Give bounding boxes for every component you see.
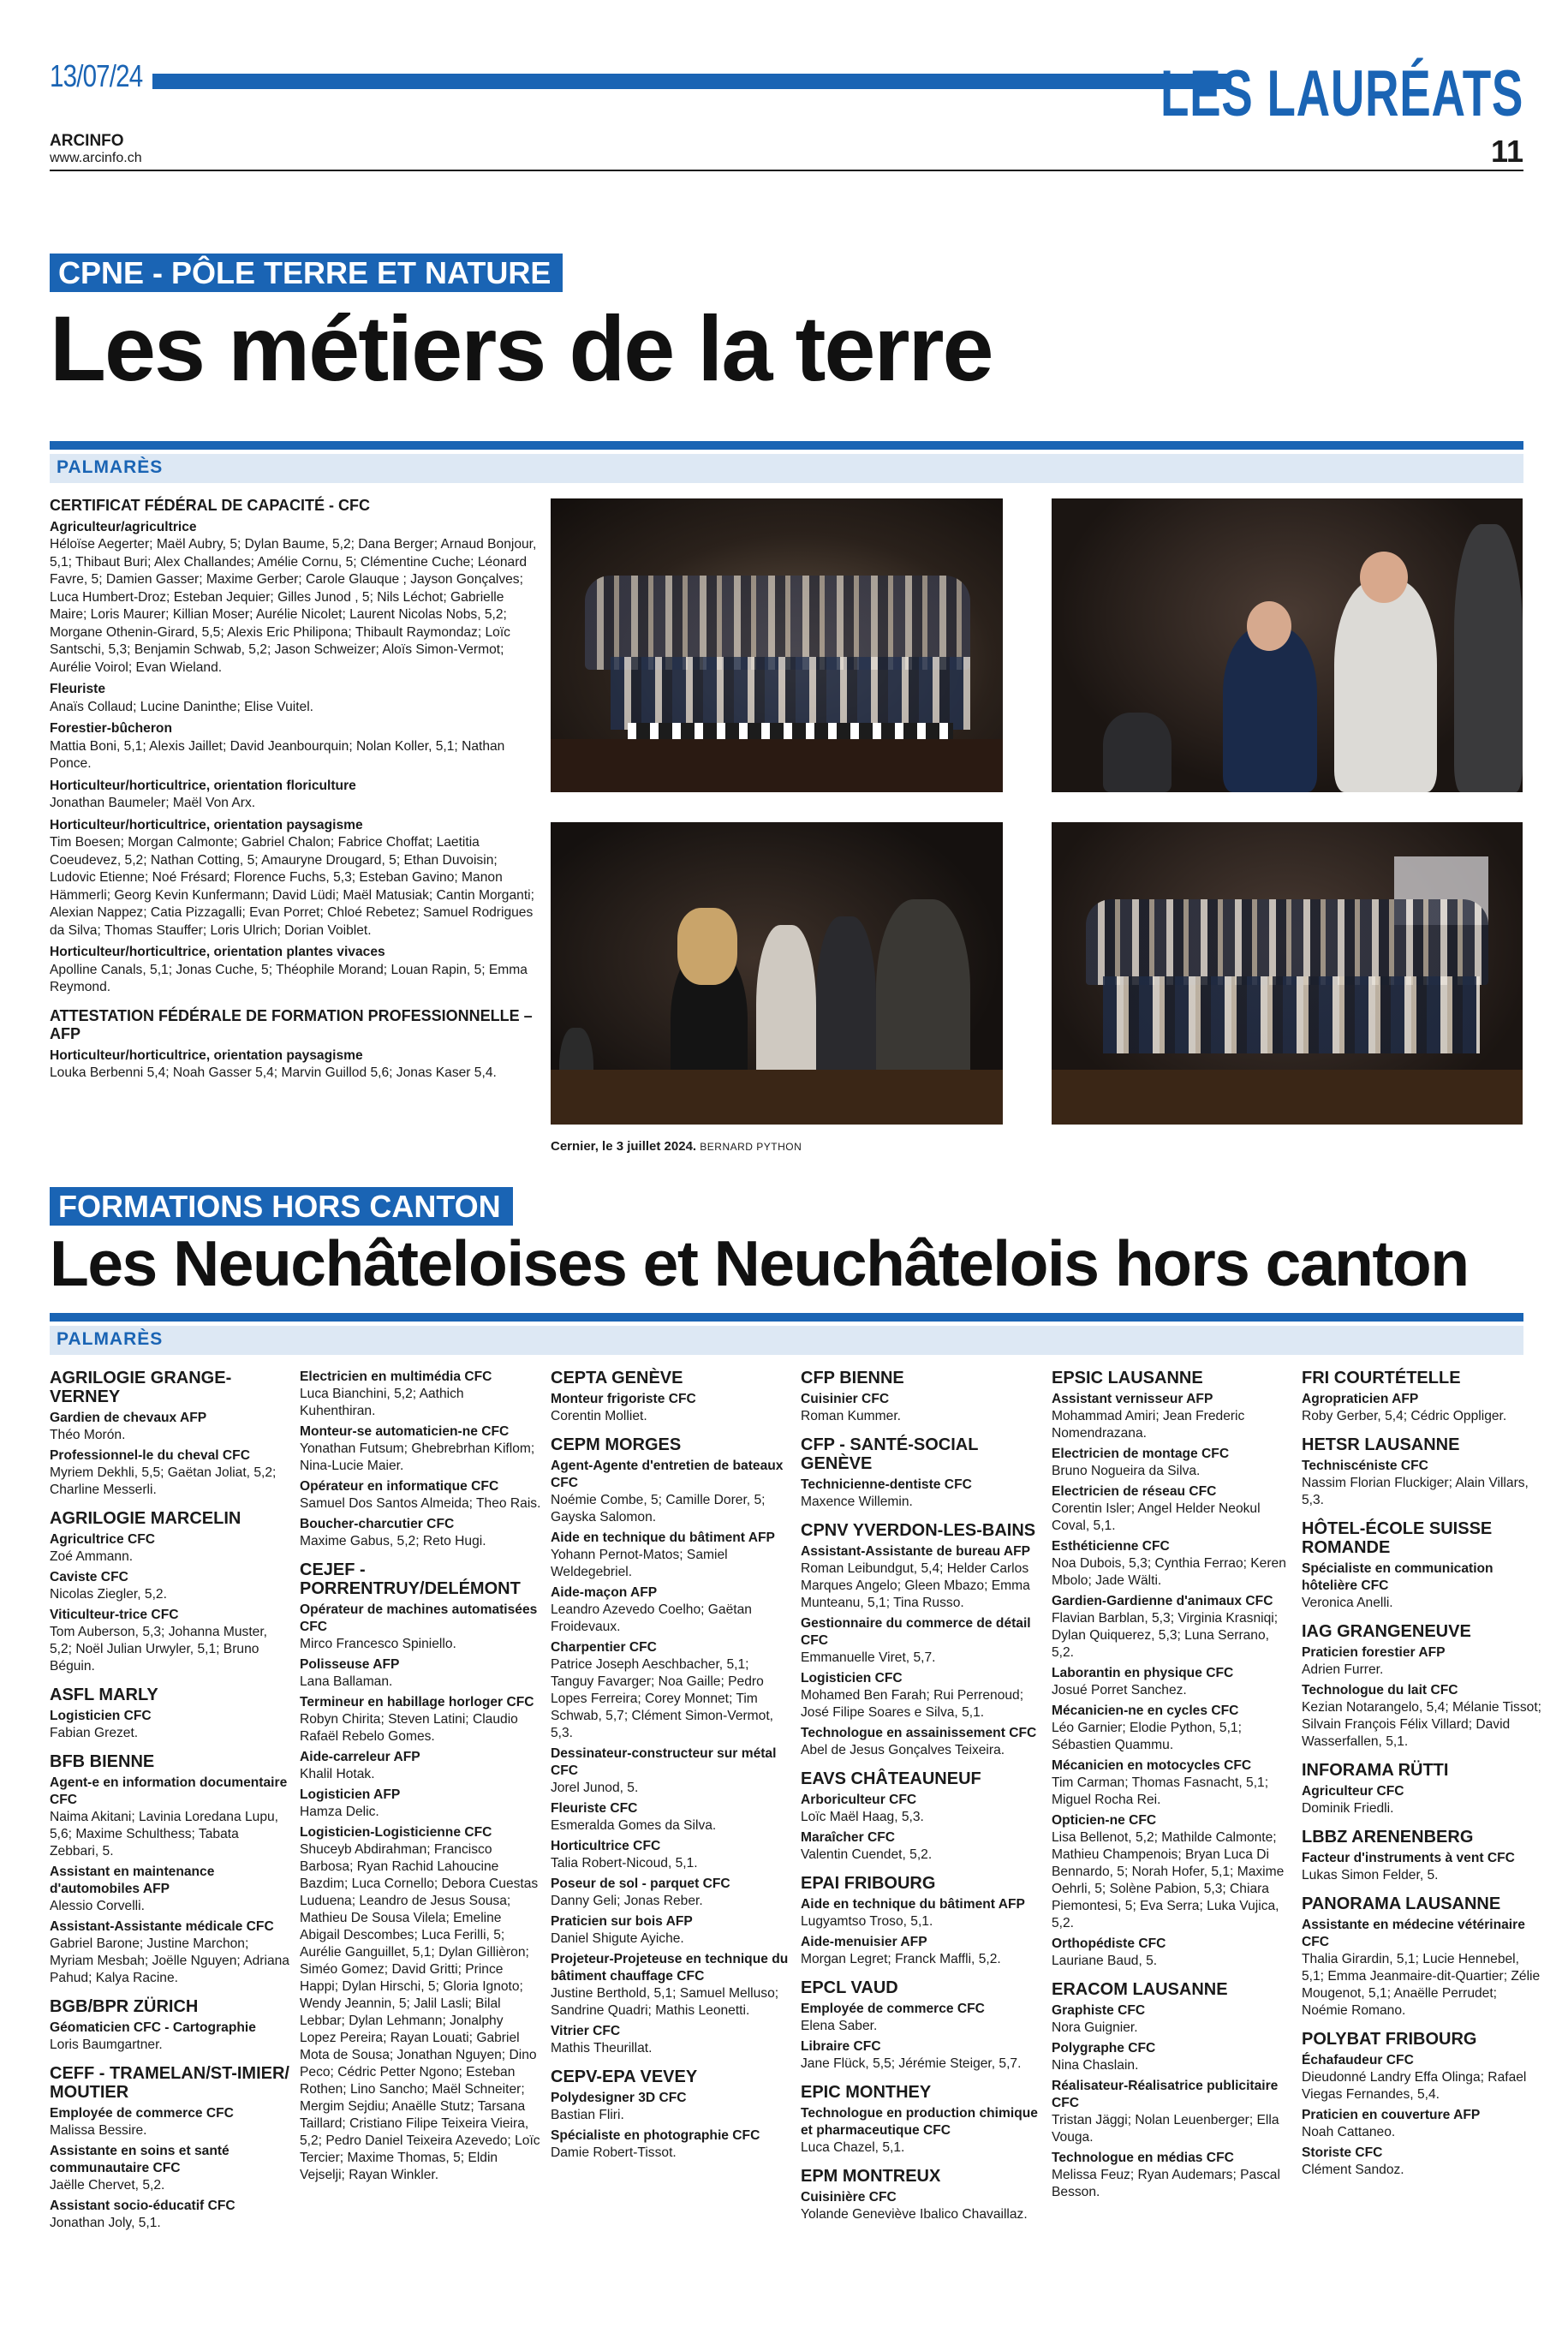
names-list: Fabian Grezet.	[50, 1726, 139, 1740]
school-name: IAG GRANGENEUVE	[1302, 1622, 1471, 1641]
role-label: Viticulteur-trice CFC	[50, 1608, 179, 1622]
school-name: CEPV-EPA VEVEY	[551, 2067, 698, 2086]
article1-list	[50, 497, 538, 1083]
names-list: Héloïse Aegerter; Maël Aubry, 5; Dylan Baume, 5,2; Dana Berger; Arnaud Bonjour, 5,1; Thibaut Buri; Alex Challandes; Amélie Cornu, 5; Clémentine Cuche; Léonard Favre, 5; Damien Gasser; Maxime Gerber; Carole Glauque ; Jayson Gonçalves; Luca Humbert-Droz; Esteban Jequier; Gilles Junod , 5; Nils Léchot; Gabrielle Maire; Loris Maurer; Killian Moser; Aurélie Nicolet; Laurent Nicolas Nobs, 5,2; Morgane Othenin-Girard, 5,5; Alexis Eric Philipona; Thibault Raymondaz; Loïc Santschi, 5,3; Benjamin Schwab, 5,2; Jason Schweizer; Aloïs Simon-Vermot; Aurélie Voirol; Evan Wieland.	[50, 537, 537, 675]
names-list: Kezian Notarangelo, 5,4; Mélanie Tissot; Silvain François Félix Villard; David Wasserfallen, 5,1.	[1302, 1700, 1541, 1749]
role-label: Technicienne-dentiste CFC	[801, 1477, 972, 1492]
names-list: Leandro Azevedo Coelho; Gaëtan Froidevaux.	[551, 1602, 752, 1634]
names-list: Lana Ballaman.	[300, 1674, 393, 1689]
school-name: EPIC MONTHEY	[801, 2083, 932, 2102]
role-label: Aide en technique du bâtiment AFP	[801, 1897, 1025, 1912]
role-label: Technologue en production chimique et pharmaceutique CFC	[801, 2106, 1038, 2138]
role-label: Orthopédiste CFC	[1052, 1936, 1166, 1951]
school-name: BFB BIENNE	[50, 1752, 155, 1771]
photo-award-presentation	[551, 822, 1003, 1125]
role-label: Logisticien CFC	[50, 1709, 152, 1723]
names-list: Nassim Florian Fluckiger; Alain Villars, 5,3.	[1302, 1476, 1529, 1507]
role-label: Fleuriste CFC	[551, 1801, 638, 1816]
role-label: Gestionnaire du commerce de détail CFC	[801, 1616, 1031, 1648]
names-list: Loïc Maël Haag, 5,3.	[801, 1810, 924, 1824]
role-label: Forestier-bûcheron	[50, 721, 172, 736]
role-label: Employée de commerce CFC	[50, 2106, 234, 2121]
role-label: Storiste CFC	[1302, 2145, 1383, 2160]
role-label: Assistant socio-éducatif CFC	[50, 2199, 235, 2213]
school-name: AGRILOGIE MARCELIN	[50, 1509, 241, 1528]
role-label: Logisticien-Logisticienne CFC	[300, 1825, 492, 1840]
role-label: Agropraticien AFP	[1302, 1392, 1419, 1406]
names-list: Talia Robert-Nicoud, 5,1.	[551, 1856, 698, 1871]
brand-name: ARCINFO	[50, 132, 124, 150]
school-name: EPSIC LAUSANNE	[1052, 1369, 1203, 1387]
photo-diploma-handshake	[1052, 498, 1523, 792]
role-label: Boucher-charcutier CFC	[300, 1517, 455, 1531]
names-list: Bastian Fliri.	[551, 2108, 624, 2122]
names-list: Veronica Anelli.	[1302, 1596, 1393, 1610]
names-list: Léo Garnier; Elodie Python, 5,1; Sébastien Quammu.	[1052, 1721, 1242, 1752]
names-list: Zoé Ammann.	[50, 1549, 134, 1564]
names-list: Dieudonné Landry Effa Olinga; Rafael Viegas Fernandes, 5,4.	[1302, 2070, 1527, 2102]
school-name: ASFL MARLY	[50, 1686, 158, 1704]
names-list: Daniel Shigute Ayiche.	[551, 1931, 684, 1946]
column-6	[1302, 1369, 1543, 2179]
names-list: Gabriel Barone; Justine Marchon; Myriam Mesbah; Joëlle Nguyen; Adriana Pahud; Kalya Racine.	[50, 1936, 289, 1985]
section-title: LES LAURÉATS	[1160, 57, 1523, 130]
school-name: HÔTEL-ÉCOLE SUISSE ROMANDE	[1302, 1519, 1493, 1557]
school-name: ERACOM LAUSANNE	[1052, 1980, 1228, 1999]
names-list: Samuel Dos Santos Almeida; Theo Rais.	[300, 1496, 541, 1511]
school-name: EPAI FRIBOURG	[801, 1874, 936, 1893]
school-name: CEPM MORGES	[551, 1435, 682, 1454]
names-list: Tristan Jäggi; Nolan Leuenberger; Ella Vouga.	[1052, 2113, 1279, 2145]
names-list: Corentin Isler; Angel Helder Neokul Coval, 5,1.	[1052, 1501, 1261, 1533]
page-number: 11	[1490, 134, 1523, 169]
photo-group-portrait	[1052, 822, 1523, 1125]
names-list: Flavian Barblan, 5,3; Virginia Krasniqi; Dylan Quiquerez, 5,3; Luna Serrano, 5,2.	[1052, 1611, 1279, 1660]
names-list: Mohammad Amiri; Jean Frederic Nomendrazana.	[1052, 1409, 1245, 1441]
role-label: Poseur de sol - parquet CFC	[551, 1877, 730, 1891]
column-1	[50, 1369, 291, 2232]
role-label: Caviste CFC	[50, 1570, 128, 1584]
names-list: Louka Berbenni 5,4; Noah Gasser 5,4; Marvin Guillod 5,6; Jonas Kaser 5,4.	[50, 1065, 497, 1080]
names-list: Lisa Bellenot, 5,2; Mathilde Calmonte; Mathieu Champenois; Bryan Luca Di Bennardo, 5; Norah Hofer, 5,1; Maxime Oehrli, 5; Solène Pabion, 5,3; Chiara Piemontesi, 5; Eva Serra; Luka Vujica, 5,2.	[1052, 1830, 1285, 1930]
role-label: Mécanicien-ne en cycles CFC	[1052, 1703, 1239, 1718]
school-name: CPNV YVERDON-LES-BAINS	[801, 1521, 1036, 1540]
role-label: Monteur frigoriste CFC	[551, 1392, 696, 1406]
masthead-bar	[152, 74, 1231, 89]
role-label: Monteur-se automaticien-ne CFC	[300, 1424, 510, 1439]
names-list: Hamza Delic.	[300, 1805, 379, 1819]
names-list: Esmeralda Gomes da Silva.	[551, 1818, 717, 1833]
role-label: Mécanicien en motocycles CFC	[1052, 1758, 1252, 1773]
role-label: Logisticien CFC	[801, 1671, 903, 1686]
names-list: Tom Auberson, 5,3; Johanna Muster, 5,2; Noël Julian Urwyler, 5,1; Bruno Béguin.	[50, 1625, 267, 1674]
names-list: Maxence Willemin.	[801, 1495, 913, 1509]
names-list: Anaïs Collaud; Lucine Daninthe; Elise Vuitel.	[50, 699, 314, 714]
role-label: Fleuriste	[50, 682, 105, 696]
school-name: CFP - SANTÉ-SOCIAL GENÈVE	[801, 1435, 979, 1473]
role-label: Arboriculteur CFC	[801, 1793, 917, 1807]
role-label: Aide-maçon AFP	[551, 1585, 658, 1600]
role-label: Agriculteur CFC	[1302, 1784, 1404, 1799]
column-4	[801, 1369, 1042, 2223]
role-label: Horticulteur/horticultrice, orientation floriculture	[50, 778, 356, 793]
role-label: Praticien en couverture AFP	[1302, 2108, 1481, 2122]
role-label: Electricien en multimédia CFC	[300, 1369, 492, 1384]
role-label: Polygraphe CFC	[1052, 2041, 1156, 2056]
school-name: EPCL VAUD	[801, 1978, 898, 1997]
role-label: Gardien-Gardienne d'animaux CFC	[1052, 1594, 1273, 1608]
role-label: Facteur d'instruments à vent CFC	[1302, 1851, 1515, 1865]
names-list: Noémie Combe, 5; Camille Dorer, 5; Gayska Salomon.	[551, 1493, 766, 1524]
names-list: Morgan Legret; Franck Maffli, 5,2.	[801, 1952, 1001, 1966]
names-list: Tim Carman; Thomas Fasnacht, 5,1; Miguel Rocha Rei.	[1052, 1775, 1269, 1807]
names-list: Shuceyb Abdirahman; Francisco Barbosa; Ryan Rachid Lahoucine Bazdim; Luca Cornello; Debora Cuestas Luduena; Leandro de Jesus Sousa; Mathieu De Sousa Vilela; Emeline Abigail Descombes; Luca Ferilli, 5; Aurélie Ganguillet, 5,1; Dylan Gillièron; Siméo Gomez; David Gritti; Prince Happi; Dylan Hirschi, 5; Gloria Ignoto; Wendy Jeannin, 5; Jalil Lasli; Bilal Lebbar; Dylan Lehmann; Jonalphy Lopez Pereira; Rayan Louati; Gabriel Mota de Sousa; Jonathan Nguyen; Dino Peco; Cédric Petter Ngono; Esteban Rothen; Lino Sancho; Maël Schneiter; Mergim Sejdiu; Anaëlle Stutz; Tarsana Taillard; Cristiano Filipe Teixeira Vieira, 5,2; Pedro Daniel Teixeira Azevedo; Loïc Tercier; Maxime Thomas, 5; Eldin Vejselji; Rayan Winkler.	[300, 1842, 540, 2182]
names-list: Nina Chaslain.	[1052, 2058, 1139, 2073]
role-label: Technologue en médias CFC	[1052, 2151, 1234, 2165]
afp-title: ATTESTATION FÉDÉRALE DE FORMATION PROFESSIONNELLE – AFP	[50, 1006, 533, 1042]
issue-date: 13/07/24	[50, 58, 143, 93]
role-label: Termineur en habillage horloger CFC	[300, 1695, 534, 1709]
role-label: Agent-e en information documentaire CFC	[50, 1775, 288, 1807]
role-label: Praticien forestier AFP	[1302, 1645, 1446, 1660]
school-name: CEPTA GENÈVE	[551, 1369, 683, 1387]
names-list: Adrien Furrer.	[1302, 1662, 1384, 1677]
role-label: Horticultrice CFC	[551, 1839, 661, 1853]
role-label: Aide en technique du bâtiment AFP	[551, 1530, 775, 1545]
names-list: Roman Kummer.	[801, 1409, 901, 1423]
role-label: Vitrier CFC	[551, 2024, 621, 2038]
role-label: Projeteur-Projeteuse en technique du bâtiment chauffage CFC	[551, 1952, 789, 1984]
role-label: Agriculteur/agricultrice	[50, 519, 197, 534]
role-label: Polisseuse AFP	[300, 1657, 400, 1672]
school-name: INFORAMA RÜTTI	[1302, 1761, 1449, 1780]
school-name: HETSR LAUSANNE	[1302, 1435, 1460, 1454]
names-list: Dominik Friedli.	[1302, 1801, 1394, 1816]
school-name: LBBZ ARENENBERG	[1302, 1828, 1474, 1847]
names-list: Jonathan Joly, 5,1.	[50, 2216, 161, 2230]
role-label: Assistant en maintenance d'automobiles AFP	[50, 1865, 215, 1896]
school-name: BGB/BPR ZÜRICH	[50, 1997, 199, 2016]
role-label: Assistant-Assistante médicale CFC	[50, 1919, 274, 1934]
school-name: EPM MONTREUX	[801, 2167, 941, 2186]
role-label: Technologue en assainissement CFC	[801, 1726, 1037, 1740]
names-list: Melissa Feuz; Ryan Audemars; Pascal Besson.	[1052, 2168, 1280, 2199]
role-label: Assistant vernisseur AFP	[1052, 1392, 1213, 1406]
photo-caption	[551, 1139, 802, 1154]
article1-palmares-label: PALMARÈS	[50, 454, 1523, 483]
names-list: Alessio Corvelli.	[50, 1899, 145, 1913]
school-name: PANORAMA LAUSANNE	[1302, 1894, 1501, 1913]
names-list: Josué Porret Sanchez.	[1052, 1683, 1187, 1698]
school-name: AGRILOGIE GRANGE-VERNEY	[50, 1369, 232, 1406]
names-list: Abel de Jesus Gonçalves Teixeira.	[801, 1743, 1005, 1757]
role-label: Laborantin en physique CFC	[1052, 1666, 1234, 1680]
names-list: Apolline Canals, 5,1; Jonas Cuche, 5; Théophile Morand; Louan Rapin, 5; Emma Reymond.	[50, 962, 528, 994]
role-label: Agent-Agente d'entretien de bateaux CFC	[551, 1459, 784, 1490]
role-label: Dessinateur-constructeur sur métal CFC	[551, 1746, 777, 1778]
role-label: Esthéticienne CFC	[1052, 1539, 1170, 1554]
school-name: FRI COURTÉTELLE	[1302, 1369, 1461, 1387]
names-list: Clément Sandoz.	[1302, 2163, 1404, 2177]
names-list: Jonathan Baumeler; Maël Von Arx.	[50, 796, 256, 810]
role-label: Employée de commerce CFC	[801, 2002, 985, 2016]
role-label: Spécialiste en communication hôtelière CFC	[1302, 1561, 1493, 1593]
names-list: Jaëlle Chervet, 5,2.	[50, 2178, 165, 2193]
names-list: Corentin Molliet.	[551, 1409, 647, 1423]
school-name: CFP BIENNE	[801, 1369, 904, 1387]
names-list: Nicolas Ziegler, 5,2.	[50, 1587, 167, 1602]
names-list: Mattia Boni, 5,1; Alexis Jaillet; David Jeanbourquin; Nolan Koller, 5,1; Nathan Ponce.	[50, 738, 505, 771]
names-list: Damie Robert-Tissot.	[551, 2145, 677, 2160]
role-label: Libraire CFC	[801, 2039, 881, 2054]
photo-credit: BERNARD PYTHON	[700, 1141, 802, 1153]
role-label: Spécialiste en photographie CFC	[551, 2128, 760, 2143]
role-label: Opérateur de machines automatisées CFC	[300, 1602, 538, 1634]
role-label: Polydesigner 3D CFC	[551, 2091, 687, 2105]
names-list: Elena Saber.	[801, 2019, 878, 2033]
column-5	[1052, 1369, 1293, 2201]
role-label: Assistante en soins et santé communautaire CFC	[50, 2144, 230, 2175]
role-label: Techniscéniste CFC	[1302, 1459, 1428, 1473]
role-label: Opticien-ne CFC	[1052, 1813, 1157, 1828]
names-list: Roman Leibundgut, 5,4; Helder Carlos Marques Angelo; Gleen Mbazo; Emma Munteanu, 5,1; Tina Russo.	[801, 1561, 1030, 1610]
names-list: Mohamed Ben Farah; Rui Perrenoud; José Filipe Soares e Silva, 5,1.	[801, 1688, 1024, 1720]
names-list: Mathis Theurillat.	[551, 2041, 653, 2056]
role-label: Horticulteur/horticultrice, orientation plantes vivaces	[50, 945, 385, 959]
names-list: Yonathan Futsum; Ghebrebrhan Kiflom; Nina-Lucie Maier.	[300, 1441, 535, 1473]
article1-headline: Les métiers de la terre	[50, 296, 993, 400]
column-2	[300, 1369, 541, 2184]
school-name: POLYBAT FRIBOURG	[1302, 2030, 1477, 2049]
cfc-title: CERTIFICAT FÉDÉRAL DE CAPACITÉ - CFC	[50, 497, 370, 514]
masthead-rule	[50, 170, 1523, 171]
names-list: Valentin Cuendet, 5,2.	[801, 1847, 933, 1862]
names-list: Lugyamtso Troso, 5,1.	[801, 1914, 933, 1929]
names-list: Khalil Hotak.	[300, 1767, 375, 1781]
names-list: Yolande Geneviève Ibalico Chavaillaz.	[801, 2207, 1028, 2222]
role-label: Aide-carreleur AFP	[300, 1750, 420, 1764]
names-list: Luca Chazel, 5,1.	[801, 2140, 905, 2155]
names-list: Justine Berthold, 5,1; Samuel Melluso; Sandrine Quadri; Mathis Leonetti.	[551, 1986, 779, 2018]
role-label: Réalisateur-Réalisatrice publicitaire CFC	[1052, 2079, 1279, 2110]
names-list: Lauriane Baud, 5.	[1052, 1954, 1158, 1968]
role-label: Gardien de chevaux AFP	[50, 1411, 207, 1425]
role-label: Horticulteur/horticultrice, orientation paysagisme	[50, 817, 363, 832]
school-name: CEJEF - PORRENTRUY/DELÉMONT	[300, 1560, 521, 1598]
names-list: Thalia Girardin, 5,1; Lucie Hennebel, 5,1; Emma Jeanmaire-dit-Quartier; Zélie Mougenot, 5,1; Anaëlle Perrudet; Noémie Romano.	[1302, 1952, 1541, 2018]
names-list: Jane Flück, 5,5; Jérémie Steiger, 5,7.	[801, 2056, 1022, 2071]
role-label: Charpentier CFC	[551, 1640, 657, 1655]
names-list: Jorel Junod, 5.	[551, 1781, 639, 1795]
article2-palmares-label: PALMARÈS	[50, 1326, 1523, 1355]
names-list: Tim Boesen; Morgan Calmonte; Gabriel Chalon; Fabrice Choffat; Laetitia Coeudevez, 5,2; Nathan Cotting, 5; Amauryne Drougard, 5; Ethan Duvoisin; Ludovic Etienne; Noé Frésard; Florence Fuchs, 5,3; Esteban Gavino; Manon Hämmerli; Georg Kevin Kunfermann; David Lüdi; Maël Matusiak; Cantin Morganti; Alexian Nappez; Catia Pizzagalli; Evan Porret; Chloé Rebetez; Samuel Rodrigues da Silva; Thomas Stauffer; Loris Ulrich; Dorian Voiblet.	[50, 835, 534, 938]
article2-headline: Les Neuchâteloises et Neuchâtelois hors canton	[50, 1227, 1469, 1299]
role-label: Electricien de montage CFC	[1052, 1447, 1230, 1461]
names-list: Bruno Nogueira da Silva.	[1052, 1464, 1201, 1478]
names-list: Malissa Bessire.	[50, 2123, 147, 2138]
names-list: Danny Geli; Jonas Reber.	[551, 1894, 703, 1908]
names-list: Luca Bianchini, 5,2; Aathich Kuhenthiran.	[300, 1387, 464, 1418]
role-label: Assistant-Assistante de bureau AFP	[801, 1544, 1031, 1559]
role-label: Praticien sur bois AFP	[551, 1914, 693, 1929]
names-list: Roby Gerber, 5,4; Cédric Oppliger.	[1302, 1409, 1507, 1423]
names-list: Noah Cattaneo.	[1302, 2125, 1396, 2139]
role-label: Logisticien AFP	[300, 1787, 401, 1802]
brand-url[interactable]: www.arcinfo.ch	[50, 151, 142, 165]
names-list: Loris Baumgartner.	[50, 2038, 163, 2052]
names-list: Nora Guignier.	[1052, 2020, 1138, 2035]
article2-kicker: FORMATIONS HORS CANTON	[50, 1187, 513, 1226]
names-list: Robyn Chirita; Steven Latini; Claudio Rafaël Rebelo Gomes.	[300, 1712, 518, 1744]
school-name: EAVS CHÂTEAUNEUF	[801, 1769, 981, 1788]
role-label: Professionnel-le du cheval CFC	[50, 1448, 250, 1463]
names-list: Patrice Joseph Aeschbacher, 5,1; Tanguy Favarger; Noa Gaille; Pedro Lopes Ferreira; Corey Monnet; Tim Schwab, 5,7; Clément Simon-Vermot, 5,3.	[551, 1657, 774, 1740]
role-label: Assistante en médecine vétérinaire CFC	[1302, 1918, 1525, 1949]
column-3	[551, 1369, 792, 2162]
caption-text: Cernier, le 3 juillet 2024.	[551, 1139, 697, 1154]
names-list: Maxime Gabus, 5,2; Reto Hugi.	[300, 1534, 486, 1548]
names-list: Mirco Francesco Spiniello.	[300, 1637, 456, 1651]
names-list: Naima Akitani; Lavinia Loredana Lupu, 5,6; Maxime Schulthess; Tabata Zebbari, 5.	[50, 1810, 279, 1859]
role-label: Graphiste CFC	[1052, 2003, 1146, 2018]
role-label: Maraîcher CFC	[801, 1830, 896, 1845]
role-label: Cuisinière CFC	[801, 2190, 897, 2205]
names-list: Myriem Dekhli, 5,5; Gaëtan Joliat, 5,2; Charline Messerli.	[50, 1465, 277, 1497]
names-list: Emmanuelle Viret, 5,7.	[801, 1650, 936, 1665]
role-label: Aide-menuisier AFP	[801, 1935, 927, 1949]
role-label: Échafaudeur CFC	[1302, 2053, 1414, 2067]
names-list: Noa Dubois, 5,3; Cynthia Ferrao; Keren Mbolo; Jade Wälti.	[1052, 1556, 1286, 1588]
article2-rule	[50, 1313, 1523, 1322]
role-label: Géomaticien CFC - Cartographie	[50, 2020, 256, 2035]
role-label: Agricultrice CFC	[50, 1532, 156, 1547]
role-label: Technologue du lait CFC	[1302, 1683, 1458, 1698]
role-label: Horticulteur/horticultrice, orientation paysagisme	[50, 1047, 363, 1063]
article1-rule	[50, 441, 1523, 450]
role-label: Opérateur en informatique CFC	[300, 1479, 499, 1494]
role-label: Cuisinier CFC	[801, 1392, 890, 1406]
school-name: CEFF - TRAMELAN/ST-IMIER/ MOUTIER	[50, 2064, 289, 2102]
photo-graduates-seated	[551, 498, 1003, 792]
role-label: Electricien de réseau CFC	[1052, 1484, 1217, 1499]
names-list: Théo Morón.	[50, 1428, 126, 1442]
names-list: Lukas Simon Felder, 5.	[1302, 1868, 1439, 1882]
article1-kicker: CPNE - PÔLE TERRE ET NATURE	[50, 254, 563, 292]
names-list: Yohann Pernot-Matos; Samiel Weldegebriel.	[551, 1548, 728, 1579]
